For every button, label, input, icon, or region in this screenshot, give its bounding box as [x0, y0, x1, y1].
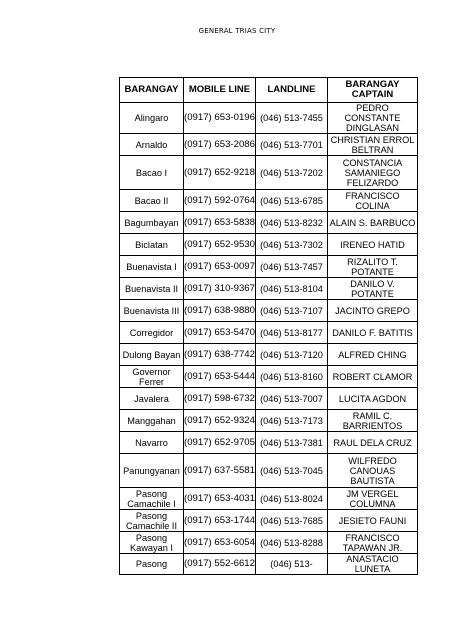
- cell-landline: (046) 513-7302: [256, 234, 328, 256]
- cell-barangay-captain: DANILO F. BATITIS: [328, 322, 418, 344]
- cell-barangay-captain: CONSTANCIA SAMANIEGO FELIZARDO: [328, 156, 418, 190]
- table-row: [120, 388, 418, 410]
- cell-barangay-captain: FRANCISCO TAPAWAN JR.: [328, 532, 418, 554]
- cell-barangay-captain: IRENEO HATID: [328, 234, 418, 256]
- table-row: [120, 103, 418, 134]
- table-row: [120, 134, 418, 156]
- table-row: [120, 366, 418, 388]
- cell-barangay: Manggahan: [120, 410, 184, 432]
- table-row: [120, 234, 418, 256]
- cell-mobile-line: (0917) 652-9218: [184, 156, 256, 190]
- cell-barangay-captain: JM VERGEL COLUMNA: [328, 488, 418, 510]
- table-body: [120, 103, 418, 575]
- cell-barangay-captain: CHRISTIAN ERROL BELTRAN: [328, 134, 418, 156]
- cell-mobile-line: (0917) 598-6732: [184, 388, 256, 410]
- table-row: [120, 488, 418, 510]
- cell-mobile-line: (0917) 652-9324: [184, 410, 256, 432]
- cell-barangay: Bagumbayan: [120, 212, 184, 234]
- cell-barangay-captain: ANASTACIO LUNETA: [328, 554, 418, 575]
- cell-barangay: Bacao I: [120, 156, 184, 190]
- cell-landline: (046) 513-8177: [256, 322, 328, 344]
- header-landline: LANDLINE: [256, 78, 328, 103]
- header-barangay-captain: BARANGAY CAPTAIN: [328, 78, 418, 103]
- table-row: [120, 278, 418, 300]
- table-row: [120, 190, 418, 212]
- table-row: [120, 454, 418, 488]
- cell-landline: (046) 513-7202: [256, 156, 328, 190]
- cell-barangay-captain: JESIETO FAUNI: [328, 510, 418, 532]
- cell-barangay: Buenavista I: [120, 256, 184, 278]
- table-row: [120, 410, 418, 432]
- cell-barangay-captain: WILFREDO CANOUAS BAUTISTA: [328, 454, 418, 488]
- cell-barangay: Pasong Camachile II: [120, 510, 184, 532]
- cell-mobile-line: (0917) 638-7742: [184, 344, 256, 366]
- table-row: [120, 554, 418, 575]
- cell-landline: (046) 513-7007: [256, 388, 328, 410]
- cell-mobile-line: (0917) 653-2086: [184, 134, 256, 156]
- cell-barangay: Navarro: [120, 432, 184, 454]
- cell-barangay-captain: RAUL DELA CRUZ: [328, 432, 418, 454]
- cell-barangay: Governor Ferrer: [120, 366, 184, 388]
- cell-barangay-captain: ROBERT CLAMOR: [328, 366, 418, 388]
- cell-landline: (046) 513-7455: [256, 103, 328, 134]
- barangay-contact-table: [119, 77, 418, 575]
- cell-barangay: Buenavista III: [120, 300, 184, 322]
- cell-barangay-captain: LUCITA AGDON: [328, 388, 418, 410]
- cell-mobile-line: (0917) 653-5444: [184, 366, 256, 388]
- cell-barangay-captain: RIZALITO T. POTANTE: [328, 256, 418, 278]
- cell-barangay: Pasong Kawayan I: [120, 532, 184, 554]
- table-row: [120, 532, 418, 554]
- cell-landline: (046) 513-8160: [256, 366, 328, 388]
- cell-barangay-captain: PEDRO CONSTANTE DINGLASAN: [328, 103, 418, 134]
- cell-mobile-line: (0917) 552-6612: [184, 554, 256, 575]
- cell-mobile-line: (0917) 652-9530: [184, 234, 256, 256]
- cell-landline: (046) 513-7685: [256, 510, 328, 532]
- cell-barangay: Javalera: [120, 388, 184, 410]
- table-row: [120, 510, 418, 532]
- cell-landline: (046) 513-: [256, 554, 328, 575]
- cell-barangay-captain: JACINTO GREPO: [328, 300, 418, 322]
- cell-mobile-line: (0917) 592-0764: [184, 190, 256, 212]
- cell-mobile-line: (0917) 652-9705: [184, 432, 256, 454]
- cell-landline: (046) 513-7701: [256, 134, 328, 156]
- table-header: [120, 78, 418, 103]
- cell-barangay-captain: FRANCISCO COLINA: [328, 190, 418, 212]
- cell-barangay: Dulong Bayan: [120, 344, 184, 366]
- cell-barangay-captain: ALAIN S. BARBUCO: [328, 212, 418, 234]
- cell-mobile-line: (0917) 653-5470: [184, 322, 256, 344]
- cell-mobile-line: (0917) 653-4031: [184, 488, 256, 510]
- cell-landline: (046) 513-8288: [256, 532, 328, 554]
- cell-landline: (046) 513-8024: [256, 488, 328, 510]
- cell-landline: (046) 513-8104: [256, 278, 328, 300]
- cell-barangay: Pasong: [120, 554, 184, 575]
- table-row: [120, 156, 418, 190]
- cell-landline: (046) 513-7381: [256, 432, 328, 454]
- cell-mobile-line: (0917) 653-0097: [184, 256, 256, 278]
- cell-mobile-line: (0917) 638-9880: [184, 300, 256, 322]
- cell-mobile-line: (0917) 653-1744: [184, 510, 256, 532]
- cell-barangay: Alingaro: [120, 103, 184, 134]
- cell-landline: (046) 513-7120: [256, 344, 328, 366]
- cell-barangay: Arnaldo: [120, 134, 184, 156]
- cell-barangay: Panungyanan: [120, 454, 184, 488]
- cell-mobile-line: (0917) 310-9367: [184, 278, 256, 300]
- cell-mobile-line: (0917) 653-5838: [184, 212, 256, 234]
- cell-barangay: Buenavista II: [120, 278, 184, 300]
- cell-mobile-line: (0917) 637-5581: [184, 454, 256, 488]
- table-row: [120, 300, 418, 322]
- table-row: [120, 212, 418, 234]
- cell-landline: (046) 513-7045: [256, 454, 328, 488]
- cell-barangay-captain: ALFRED CHING: [328, 344, 418, 366]
- cell-mobile-line: (0917) 653-0196: [184, 103, 256, 134]
- cell-barangay-captain: DANILO V. POTANTE: [328, 278, 418, 300]
- table-row: [120, 322, 418, 344]
- page-title: GENERAL TRIAS CITY: [198, 27, 276, 35]
- cell-landline: (046) 513-7107: [256, 300, 328, 322]
- cell-landline: (046) 513-7173: [256, 410, 328, 432]
- cell-barangay: Pasong Camachile I: [120, 488, 184, 510]
- cell-barangay: Biclatan: [120, 234, 184, 256]
- table-row: [120, 256, 418, 278]
- header-barangay: BARANGAY: [120, 78, 184, 103]
- cell-landline: (046) 513-6785: [256, 190, 328, 212]
- table-row: [120, 344, 418, 366]
- cell-barangay-captain: RAMIL C. BARRIENTOS: [328, 410, 418, 432]
- cell-barangay: Corregidor: [120, 322, 184, 344]
- cell-barangay: Bacao II: [120, 190, 184, 212]
- table-row: [120, 432, 418, 454]
- cell-landline: (046) 513-7457: [256, 256, 328, 278]
- header-mobile-line: MOBILE LINE: [184, 78, 256, 103]
- header-row: [120, 78, 418, 103]
- cell-landline: (046) 513-8232: [256, 212, 328, 234]
- cell-mobile-line: (0917) 653-6054: [184, 532, 256, 554]
